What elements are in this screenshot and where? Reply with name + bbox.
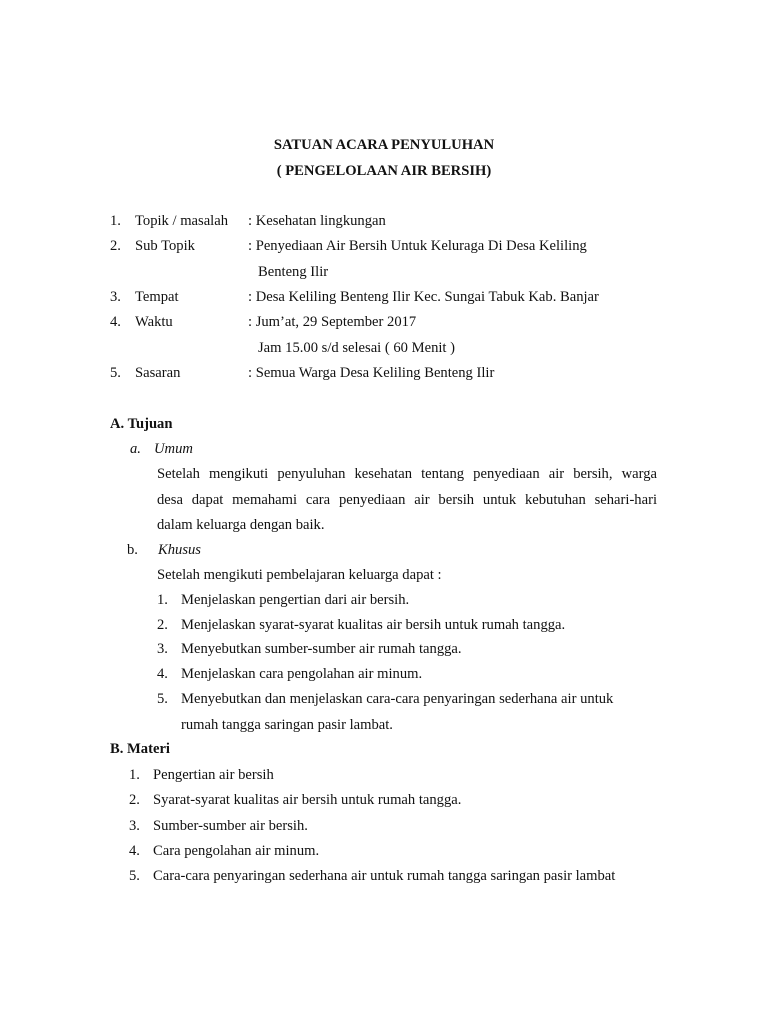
info-label: Sub Topik xyxy=(135,238,195,254)
info-value: : Penyediaan Air Bersih Untuk Keluraga Di Desa Keliling xyxy=(248,238,587,254)
list-item-continuation: rumah tangga saringan pasir lambat. xyxy=(181,717,393,733)
info-value: : Semua Warga Desa Keliling Benteng Ilir xyxy=(248,365,495,381)
khusus-marker: b. xyxy=(127,542,138,558)
info-num: 3. xyxy=(110,289,121,305)
umum-paragraph-line: dalam keluarga dengan baik. xyxy=(157,517,325,533)
list-item: Menyebutkan sumber-sumber air rumah tangga. xyxy=(181,641,462,657)
list-item-num: 2. xyxy=(129,792,140,808)
info-label: Sasaran xyxy=(135,365,181,381)
list-item-num: 3. xyxy=(157,641,168,657)
list-item: Menjelaskan cara pengolahan air minum. xyxy=(181,666,423,682)
list-item: Syarat-syarat kualitas air bersih untuk rumah tangga. xyxy=(153,792,462,808)
info-label: Tempat xyxy=(135,289,179,305)
info-value-continuation: Benteng Ilir xyxy=(258,264,329,280)
list-item-num: 4. xyxy=(157,666,168,682)
list-item: Cara-cara penyaringan sederhana air untuk rumah tangga saringan pasir lambat xyxy=(153,868,616,884)
list-item-num: 4. xyxy=(129,843,140,859)
umum-marker: a. xyxy=(130,441,141,457)
info-num: 1. xyxy=(110,213,121,229)
khusus-intro: Setelah mengikuti pembelajaran keluarga dapat : xyxy=(157,567,442,583)
info-value: : Kesehatan lingkungan xyxy=(248,213,386,229)
list-item-num: 1. xyxy=(157,592,168,608)
info-value: : Jum’at, 29 September 2017 xyxy=(248,314,417,330)
list-item: Sumber-sumber air bersih. xyxy=(153,818,308,834)
info-num: 5. xyxy=(110,365,121,381)
list-item: Cara pengolahan air minum. xyxy=(153,843,320,859)
list-item-num: 3. xyxy=(129,818,140,834)
info-value-continuation: Jam 15.00 s/d selesai ( 60 Menit ) xyxy=(258,340,455,356)
umum-label: Umum xyxy=(154,441,193,457)
document-title: SATUAN ACARA PENYULUHAN xyxy=(273,137,495,153)
list-item: Pengertian air bersih xyxy=(153,767,274,783)
list-item-num: 5. xyxy=(129,868,140,884)
list-item-num: 1. xyxy=(129,767,140,783)
section-a-heading: A. Tujuan xyxy=(110,416,173,432)
list-item-num: 2. xyxy=(157,617,168,633)
list-item: Menjelaskan syarat-syarat kualitas air bersih untuk rumah tangga. xyxy=(181,617,566,633)
info-label: Waktu xyxy=(135,314,173,330)
umum-paragraph-line: Setelah mengikuti penyuluhan kesehatan tentang penyediaan air bersih, warga xyxy=(157,466,657,482)
info-num: 4. xyxy=(110,314,121,330)
info-value: : Desa Keliling Benteng Ilir Kec. Sungai Tabuk Kab. Banjar xyxy=(248,289,599,305)
info-num: 2. xyxy=(110,238,121,254)
info-label: Topik / masalah xyxy=(135,213,229,229)
khusus-label: Khusus xyxy=(158,542,201,558)
section-b-heading: B. Materi xyxy=(110,741,170,757)
list-item-num: 5. xyxy=(157,691,168,707)
list-item: Menyebutkan dan menjelaskan cara-cara penyaringan sederhana air untuk xyxy=(181,691,614,707)
umum-paragraph-line: desa dapat memahami cara penyediaan air bersih untuk kebutuhan sehari-hari xyxy=(157,492,657,508)
document-subtitle: ( PENGELOLAAN AIR BERSIH) xyxy=(276,163,492,179)
list-item: Menjelaskan pengertian dari air bersih. xyxy=(181,592,410,608)
